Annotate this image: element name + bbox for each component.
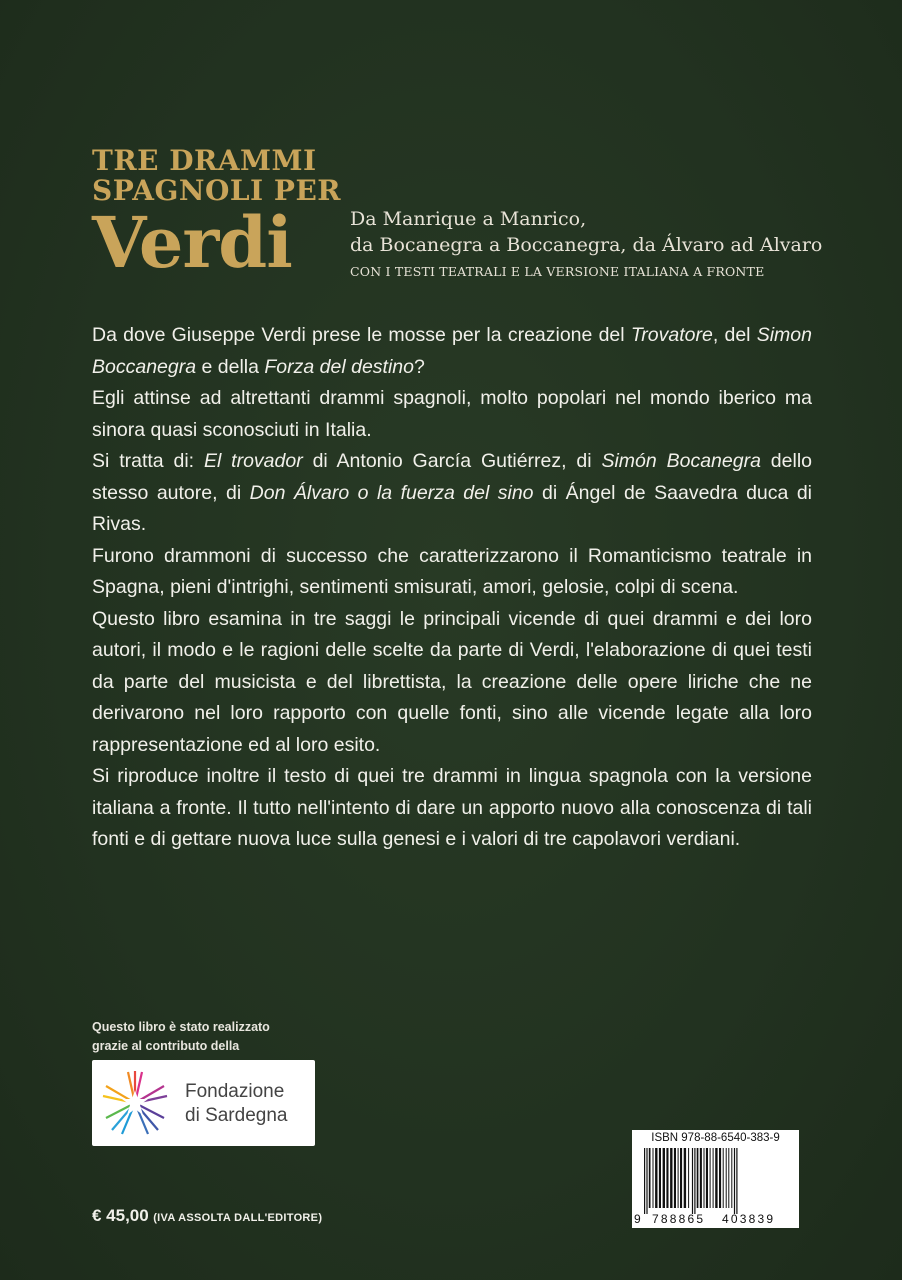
barcode-bar bbox=[684, 1148, 686, 1208]
work-title: Don Álvaro o la fuerza del sino bbox=[249, 481, 534, 504]
text-run: di Ángel de Saavedra duca di Rivas. bbox=[92, 481, 812, 535]
text-run: e della bbox=[196, 355, 265, 378]
blurb-paragraph-1 bbox=[92, 320, 812, 383]
blurb-paragraph-3 bbox=[92, 446, 812, 541]
barcode-bar bbox=[697, 1148, 699, 1208]
barcode-bar bbox=[680, 1148, 682, 1208]
barcode-bar bbox=[736, 1148, 737, 1214]
sponsor-name bbox=[185, 1080, 287, 1128]
barcode-bar bbox=[674, 1148, 676, 1208]
blurb-paragraph-4: Furono drammoni di successo che caratterizzarono il Romanticismo teatrale in Spagna, pieni d'intrighi, sentimenti smisurati, amori, gelosie, colpi di scena. bbox=[92, 544, 812, 598]
blurb-paragraph-2: Egli attinse ad altrettanti drammi spagnoli, molto popolari nel mondo iberico ma sinora quasi sconosciuti in Italia. bbox=[92, 387, 812, 441]
barcode-bar bbox=[666, 1148, 668, 1208]
blurb-paragraph-6: Si riproduce inoltre il testo di quei tre drammi in lingua spagnola con la versione italiana a fronte. Il tutto nell'intento di dare un apporto nuovo alla conoscenza di tali fonti e di gettare nuova luce sulla genesi e i valori di tre capolavori verdiani. bbox=[92, 765, 812, 850]
barcode-bar bbox=[646, 1148, 647, 1214]
work-title: Simon Boccanegra bbox=[92, 324, 812, 378]
price-note: (IVA ASSOLTA DALL'EDITORE) bbox=[153, 1212, 323, 1224]
barcode-bar bbox=[655, 1148, 657, 1208]
barcode-bar bbox=[715, 1148, 717, 1208]
barcode-bar bbox=[692, 1148, 693, 1214]
barcode-bar bbox=[688, 1148, 689, 1208]
subtitle-line-2: da Bocanegra a Boccanegra, da Álvaro ad Alvaro bbox=[350, 234, 823, 256]
title-line-2: SPAGNOLI PER bbox=[92, 174, 342, 207]
barcode-bar bbox=[653, 1148, 654, 1208]
barcode-bar bbox=[704, 1148, 705, 1208]
barcode-bar bbox=[710, 1148, 711, 1208]
blurb bbox=[92, 320, 812, 856]
barcode-bar bbox=[723, 1148, 724, 1208]
barcode-bar bbox=[719, 1148, 721, 1208]
barcode-digit-first: 9 bbox=[634, 1212, 641, 1226]
isbn-barcode bbox=[632, 1130, 799, 1228]
barcode-bar bbox=[731, 1148, 732, 1208]
text-run: dello stesso autore, di bbox=[92, 450, 813, 504]
subtitle-line-1: Da Manrique a Manrico, bbox=[350, 208, 587, 230]
barcode-digits-right: 403839 bbox=[722, 1212, 776, 1226]
barcode-bar bbox=[649, 1148, 651, 1208]
barcode-bar bbox=[734, 1148, 735, 1214]
text-run: Da dove Giuseppe Verdi prese le mosse per la creazione del bbox=[92, 324, 631, 346]
barcode-bar bbox=[670, 1148, 672, 1208]
price-label bbox=[92, 1206, 322, 1226]
barcode-bar bbox=[694, 1148, 695, 1214]
barcode-bar bbox=[700, 1148, 702, 1208]
sponsor-name-line-2: di Sardegna bbox=[185, 1105, 288, 1126]
text-run: Si tratta di: bbox=[92, 450, 204, 472]
barcode-bar bbox=[644, 1148, 645, 1214]
text-run: ? bbox=[413, 355, 425, 378]
barcode-digits-left: 788865 bbox=[652, 1212, 706, 1226]
blurb-paragraph-5: Questo libro esamina in tre saggi le principali vicende di quei drammi e dei loro autori, il modo e le ragioni delle scelte da parte di Verdi, l'elaborazione di quei testi da parte del musicista e del librettista, la creazione delle opere liriche che ne derivarono nel loro rapporto con quelle fonti, sino alle vicende legate alla loro rappresentazione ed al loro esito. bbox=[92, 607, 812, 756]
subtitle bbox=[350, 206, 822, 282]
sponsor-logo bbox=[92, 1060, 315, 1146]
sponsor-credit bbox=[92, 1018, 270, 1056]
subtitle-caps: CON I TESTI TEATRALI E LA VERSIONE ITALIANA A FRONTE bbox=[350, 264, 765, 279]
credit-line-1: Questo libro è stato realizzato bbox=[92, 1020, 270, 1034]
sponsor-name-line-1: Fondazione bbox=[185, 1081, 285, 1102]
barcode-bar bbox=[726, 1148, 727, 1208]
book-title bbox=[92, 144, 342, 284]
barcode-bar bbox=[713, 1148, 714, 1208]
barcode-bar bbox=[678, 1148, 679, 1208]
credit-line-2: grazie al contributo della bbox=[92, 1039, 240, 1053]
title-verdi: Verdi bbox=[92, 201, 292, 284]
title-line-1: TRE DRAMMI bbox=[92, 144, 317, 177]
work-title: Trovatore bbox=[630, 324, 713, 346]
isbn-text: ISBN 978-88-6540-383-9 bbox=[651, 1132, 780, 1144]
text-run: di Antonio García Gutiérrez, di bbox=[302, 450, 602, 472]
work-title: Forza del destino bbox=[264, 355, 414, 378]
barcode-bar bbox=[663, 1148, 665, 1208]
fondazione-sardegna-star-icon bbox=[100, 1068, 170, 1138]
work-title: Simón Bocanegra bbox=[601, 450, 761, 472]
text-run: , del bbox=[712, 324, 757, 346]
work-title: El trovador bbox=[203, 450, 303, 472]
barcode-bar bbox=[706, 1148, 708, 1208]
barcode-bar bbox=[728, 1148, 729, 1208]
price-amount: € 45,00 bbox=[92, 1206, 149, 1225]
barcode-bar bbox=[659, 1148, 661, 1208]
